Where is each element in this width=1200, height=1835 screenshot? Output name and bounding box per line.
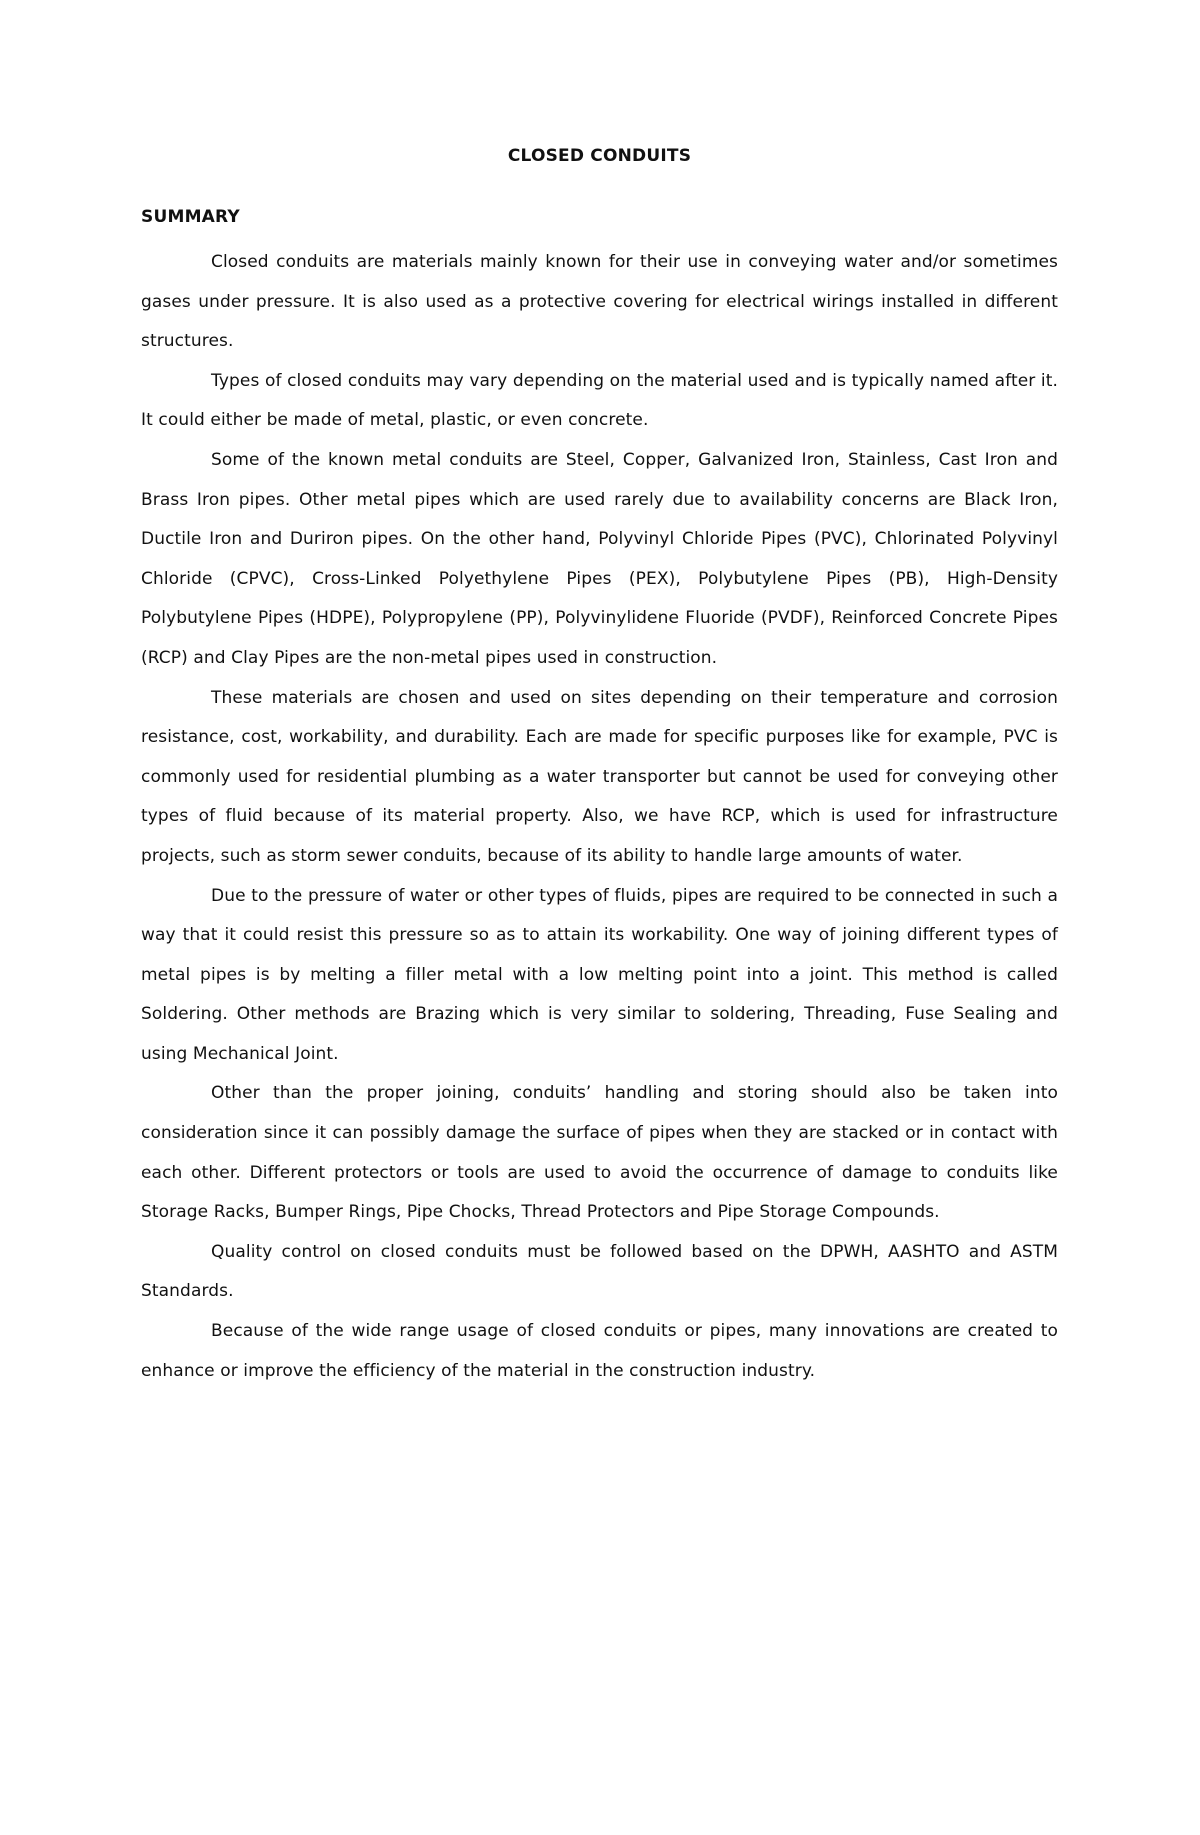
paragraph: Due to the pressure of water or other types of fluids, pipes are required to be connected in such a way that it could resist this pressure so as to attain its workability. One way of joining different types of metal pipes is by melting a filler metal with a low melting point into a joint. This method is called Soldering. Other methods are Brazing which is very similar to soldering, Threading, Fuse Sealing and using Mechanical Joint. <box>141 885 1058 1064</box>
paragraph: Closed conduits are materials mainly known for their use in conveying water and/or sometimes gases under pressure. It is also used as a protective covering for electrical wirings installed in different structures. <box>141 252 1058 352</box>
paragraph: Because of the wide range usage of closed conduits or pipes, many innovations are created to enhance or improve the efficiency of the material in the construction industry. <box>141 1321 1058 1381</box>
paragraph: Types of closed conduits may vary depending on the material used and is typically named after it. It could either be made of metal, plastic, or even concrete. <box>141 370 1058 431</box>
paragraph: These materials are chosen and used on sites depending on their temperature and corrosion resistance, cost, workability, and durability. Each are made for specific purposes like for example, PVC is commonly used for residential plumbing as a water transporter but cannot be used for conveying other types of fluid because of its material property. Also, we have RCP, which is used for infrastructure projects, such as storm sewer conduits, because of its ability to handle large amounts of water. <box>141 687 1058 866</box>
document-body <box>141 142 1058 1391</box>
document-title: CLOSED CONDUITS <box>507 146 692 166</box>
paragraph: Quality control on closed conduits must be followed based on the DPWH, AASHTO and ASTM Standards. <box>141 1241 1058 1302</box>
paragraph: Some of the known metal conduits are Steel, Copper, Galvanized Iron, Stainless, Cast Iron and Brass Iron pipes. Other metal pipes which are used rarely due to availability concerns are Black Iron, Ductile Iron and Duriron pipes. On the other hand, Polyvinyl Chloride Pipes (PVC), Chlorinated Polyvinyl Chloride (CPVC), Cross-Linked Polyethylene Pipes (PEX), Polybutylene Pipes (PB), High-Density Polybutylene Pipes (HDPE), Polypropylene (PP), Polyvinylidene Fluoride (PVDF), Reinforced Concrete Pipes (RCP) and Clay Pipes are the non-metal pipes used in construction. <box>141 449 1058 668</box>
paragraph: Other than the proper joining, conduits’ handling and storing should also be taken into consideration since it can possibly damage the surface of pipes when they are stacked or in contact with each other. Different protectors or tools are used to avoid the occurrence of damage to conduits like Storage Racks, Bumper Rings, Pipe Chocks, Thread Protectors and Pipe Storage Compounds. <box>141 1083 1058 1223</box>
section-heading-summary: SUMMARY <box>141 207 240 227</box>
